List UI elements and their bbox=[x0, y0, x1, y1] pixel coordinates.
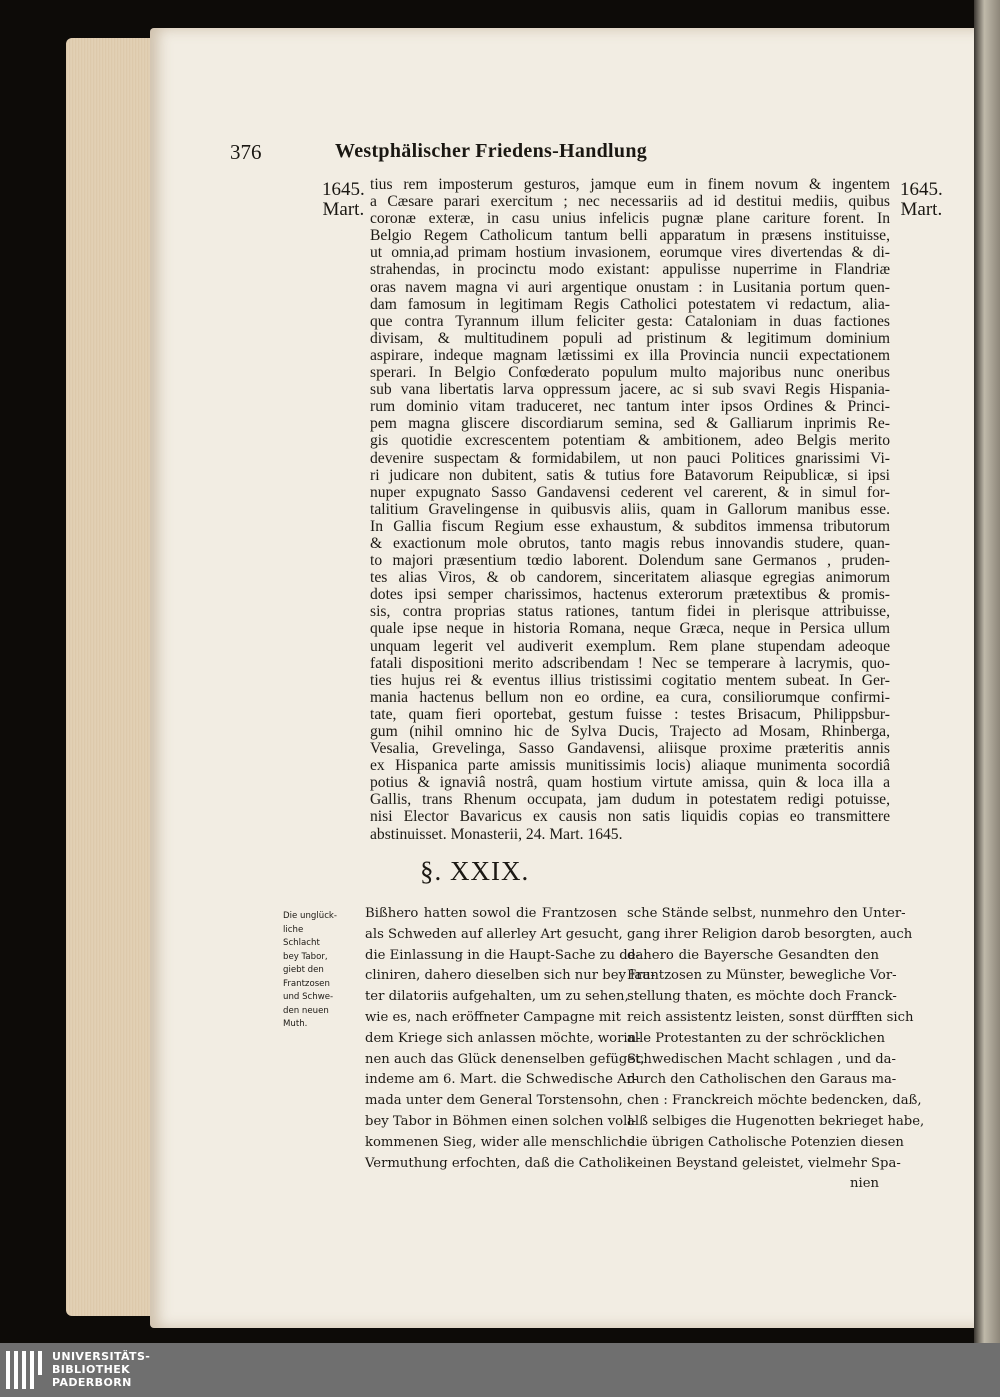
latin-text-line: nuper expugnato Sasso Gandavensi cederent vel carerent, & in simul for- bbox=[370, 483, 890, 501]
german-text-line: wie es, nach eröffneter Campagne mit bbox=[365, 1009, 621, 1025]
book-right-edge bbox=[974, 0, 1000, 1343]
german-text-line: Schwedischen Macht schlagen , und da- bbox=[627, 1051, 896, 1067]
page-number: 376 bbox=[230, 140, 262, 164]
latin-text-line: gum (nihil omnino hic de Sylva Ducis, Trajecto ad Mosam, Rhinberga, bbox=[370, 723, 890, 740]
german-text-line: sche Stände selbst, nunmehro den Unter- bbox=[627, 906, 906, 921]
latin-text-line: a Cæsare parari exercitum ; nec necessariis ad id destitui mediis, quibus bbox=[370, 193, 890, 211]
german-text-line: bey Tabor in Böhmen einen solchen voll- bbox=[365, 1113, 636, 1129]
latin-text-line: nisi Elector Bavaricus ex causis non satis liquidis copias eo transmittere bbox=[370, 808, 890, 826]
latin-text-block bbox=[370, 176, 890, 843]
latin-text-line: aspirare, indeque magnam lætissimi ex illa Provincia nuncii expectationem bbox=[370, 346, 890, 364]
library-name-line2: BIBLIOTHEK bbox=[52, 1363, 131, 1376]
german-text-line: ter dilatoriis aufgehalten, um zu sehen, bbox=[365, 989, 629, 1005]
latin-text-line: divisam, & multitudinem populi ad pristinum & legitimum dominium bbox=[370, 329, 890, 347]
german-text-line: Vermuthung erfochten, daß die Catholi- bbox=[365, 1155, 632, 1171]
latin-text-line: & exactionum mole obrutos, tanto magis rebus innovandis studere, quan- bbox=[370, 534, 890, 552]
side-note bbox=[283, 910, 341, 1032]
german-column-left bbox=[365, 904, 656, 1174]
latin-text-line: dotes ipsi semper charissimos, hactenus exterorum prætextibus & promis- bbox=[370, 586, 890, 604]
german-text-line: indeme am 6. Mart. die Schwedische Ar- bbox=[365, 1072, 638, 1088]
side-note-line: Frantzosen bbox=[283, 978, 330, 989]
german-text-line: Bißhero hatten sowol die Frantzosen bbox=[365, 906, 617, 921]
footer-bar bbox=[0, 1343, 1000, 1397]
latin-text-line: tate, quam fieri oportebat, gestum fuisse : testes Brisacum, Philippsbur- bbox=[370, 705, 890, 723]
latin-text-line: que contra Tyrannum illum feliciter gesta: Cataloniam in duas factiones bbox=[370, 312, 890, 330]
german-text-line: cliniren, dahero dieselben sich nur bey lau- bbox=[365, 968, 656, 984]
german-text-line: keinen Beystand geleistet, vielmehr Spa- bbox=[627, 1155, 901, 1171]
latin-text-line: coronæ exteræ, in casu unius infelicis pugnæ plane cariture forent. In bbox=[370, 210, 890, 228]
german-text-line: dahero die Bayersche Gesandten den bbox=[627, 947, 879, 963]
german-text-line: die Einlassung in die Haupt-Sache zu de- bbox=[365, 947, 640, 963]
latin-text-line: fatali dispositioni merito adscribendam ! Nec se temperare à lacrymis, quo- bbox=[370, 654, 890, 672]
side-note-line: liche Schlacht bbox=[283, 924, 320, 948]
latin-text-line: devenire suspectam & formidabilem, ut non pauci Politices gnarissimi Vi- bbox=[370, 449, 890, 467]
latin-text-line: tes alias Viros, & ob candorem, sinceritatem aliasque egregias animorum bbox=[370, 569, 890, 587]
latin-text-line: dam famosum in legitimam Regis Catholici potestatem vi redactum, alia- bbox=[370, 295, 890, 313]
side-note-line: den neuen bbox=[283, 1005, 329, 1016]
latin-text-line: tius rem imposterum gesturos, jamque eum in finem novum & ingentem bbox=[370, 176, 890, 193]
german-text-line: nen auch das Glück denenselben gefüget, bbox=[365, 1051, 645, 1067]
margin-date-left bbox=[322, 180, 365, 220]
german-column-right bbox=[627, 904, 925, 1195]
latin-text-line: Gallis, trans Rhenum occupata, jam dudum in potestatem redigi potuisse, bbox=[370, 791, 890, 809]
latin-text-line: to majori præsentium tœdio laborent. Dolendum sane Germanos , pruden- bbox=[370, 552, 890, 570]
german-text-line: mada unter dem General Torstensohn, bbox=[365, 1093, 623, 1109]
library-logo bbox=[6, 1347, 42, 1393]
german-text-line: nien bbox=[849, 1176, 879, 1192]
latin-text-line: talitium Gravelingense in quibusvis aliis, quam in Gallorum manibus esse. bbox=[370, 500, 890, 518]
latin-text-line: sperari. In Belgio Confœderato populum multo majoribus nunc oneribus bbox=[370, 364, 890, 382]
latin-text-line: ut omnia,ad primam hostium invasionem, eorumque vires divertendas & di- bbox=[370, 244, 890, 262]
side-note-line: und Schwe- bbox=[283, 992, 334, 1002]
latin-text-line: gis quotidie excrescentem potentiam & ambitionem, adeo Belgis merito bbox=[370, 432, 890, 450]
running-title: Westphälischer Friedens-Handlung bbox=[335, 140, 648, 162]
german-text-line: Frantzosen zu Münster, bewegliche Vor- bbox=[627, 968, 897, 984]
page-header bbox=[230, 140, 750, 174]
margin-date-right bbox=[900, 180, 943, 220]
latin-text-line: abstinuisset. Monasterii, 24. Mart. 1645. bbox=[370, 825, 623, 843]
margin-month-right: Mart. bbox=[900, 199, 943, 220]
latin-text-line: rum dominio vitam traduceret, nec tantum inter ipsos Ordines & Princi- bbox=[370, 398, 890, 416]
latin-text-line: pem magna gliscere discordiarum semina, sed & Galliarum inprimis Re- bbox=[370, 415, 890, 433]
latin-text-line: ri judicare non dubitent, satis & tutius fore Batavorum Reipublicæ, si ipsi bbox=[370, 466, 890, 484]
german-text-line: dem Kriege sich anlassen möchte, worin- bbox=[365, 1030, 641, 1046]
side-note-line: Die unglück- bbox=[283, 911, 338, 921]
library-name-line3: PADERBORN bbox=[52, 1376, 132, 1389]
german-text-line: als Schweden auf allerley Art gesucht, bbox=[365, 926, 623, 942]
latin-text-line: Belgio Regem Catholicum tantum belli apparatum in præsens instituisse, bbox=[370, 227, 890, 245]
latin-text-line: quale ipse neque in historia Romana, neque Græca, neque in Persica ullum bbox=[370, 620, 890, 638]
side-note-line: bey Tabor, bbox=[283, 951, 328, 962]
latin-text-line: sis, contra proprias status rationes, tantum fidei in plerisque attribuisse, bbox=[370, 603, 890, 621]
latin-text-line: mania hactenus bellum non eo ordine, ea cura, consiliorumque confirmi- bbox=[370, 688, 890, 706]
library-name-line1: UNIVERSITÄTS- bbox=[52, 1350, 151, 1363]
latin-text-line: strahendas, in procinctu modo existant: appulisse nuperrime in Flandriæ bbox=[370, 261, 890, 279]
latin-text-line: oras navem magna vi auri argentique onustam : in Lusitania portum quen- bbox=[370, 278, 890, 296]
german-text-line: gang ihrer Religion darob besorgten, auch bbox=[627, 926, 913, 942]
side-note-line: giebt den bbox=[283, 965, 324, 975]
german-text-line: kommenen Sieg, wider alle menschliche bbox=[365, 1134, 635, 1150]
german-text-line: reich assistentz leisten, sonst dürfften sich bbox=[627, 1009, 914, 1025]
latin-text-line: In Gallia fiscum Regium esse exhaustum, & subditos immensa tributorum bbox=[370, 517, 890, 535]
margin-month-left: Mart. bbox=[322, 199, 365, 220]
margin-year-left: 1645. bbox=[322, 179, 365, 200]
german-text-line: alß selbiges die Hugenotten bekrieget habe, bbox=[627, 1113, 925, 1129]
latin-text-line: sub vana libertatis larva oppressum jacere, ac si sub svavi Regis Hispania- bbox=[370, 381, 890, 399]
german-text-line: die übrigen Catholische Potenzien diesen bbox=[627, 1134, 904, 1150]
margin-year-right: 1645. bbox=[900, 179, 943, 200]
latin-text-line: ex Hispanica parte amissis munitissimis locis) aliaque munimenta socordiâ bbox=[370, 757, 890, 775]
german-text-line: durch den Catholischen den Garaus ma- bbox=[627, 1072, 897, 1088]
library-name bbox=[52, 1350, 150, 1389]
latin-text-line: Vesalia, Grevelinga, Sasso Gandavensi, aliisque proxime præteritis annis bbox=[370, 740, 890, 758]
latin-text-line: unquam legerit vel audiverit exemplum. Rem plane stupendam adeoque bbox=[370, 637, 890, 655]
german-text-line: chen : Franckreich möchte bedencken, daß, bbox=[627, 1093, 922, 1109]
latin-text-line: ties hujus rei & eventus illius tristissimi cogitatio mentem subeat. In Ger- bbox=[370, 671, 890, 689]
latin-text-line: potius & ignaviâ nostrâ, quam hostium virtute amissa, quin & loca illa a bbox=[370, 774, 890, 792]
side-note-line: Muth. bbox=[283, 1019, 308, 1029]
german-text-line: alle Protestanten zu der schröcklichen bbox=[627, 1030, 885, 1046]
section-heading: §. XXIX. bbox=[420, 856, 530, 886]
german-text-line: stellung thaten, es möchte doch Franck- bbox=[627, 989, 897, 1005]
